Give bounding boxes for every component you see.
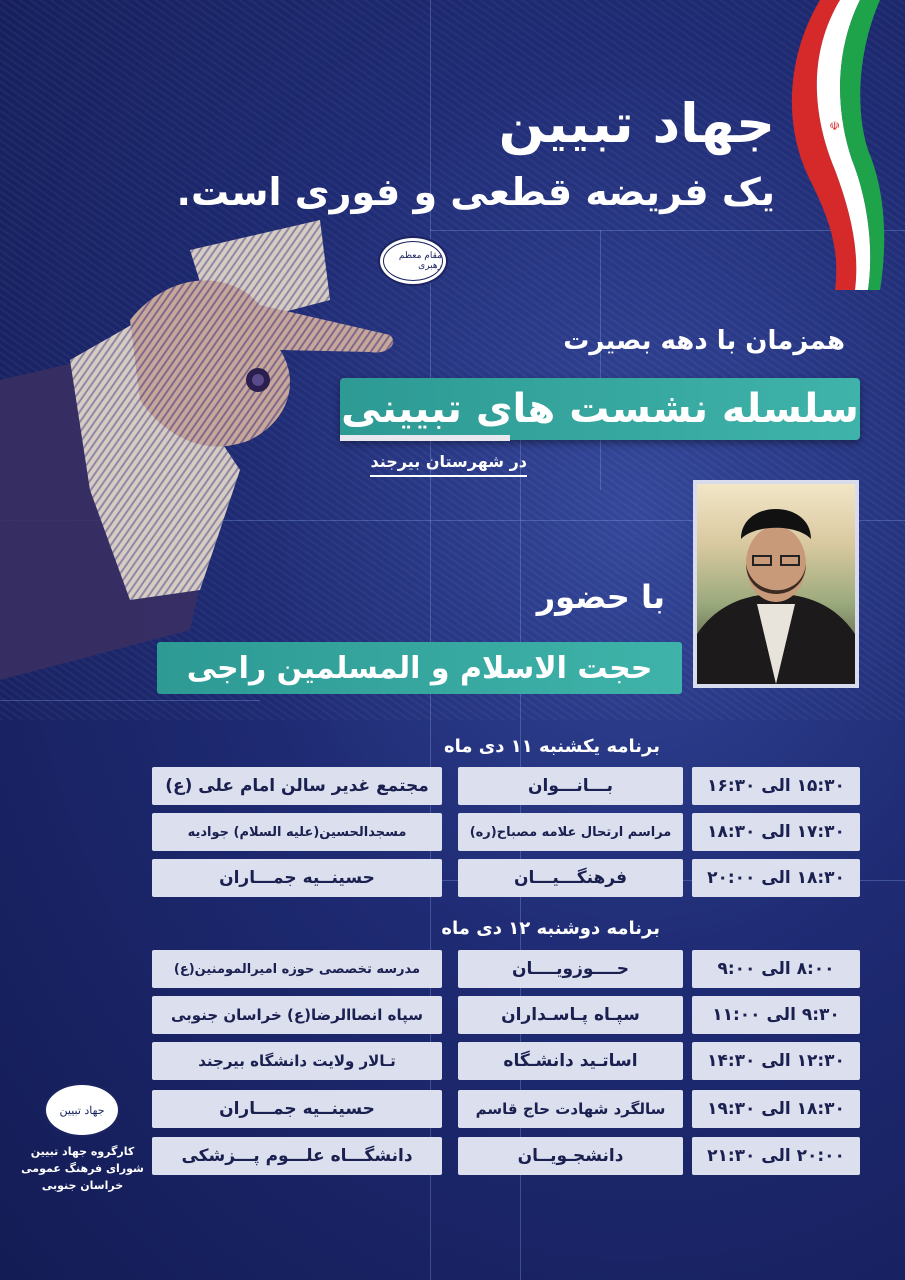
schedule-audience: سپـاه پـاسـداران xyxy=(458,996,683,1034)
day-heading: برنامه دوشنبه ۱۲ دی ماه xyxy=(441,918,660,939)
hand-illustration xyxy=(0,210,420,680)
day-heading: برنامه یکشنبه ۱۱ دی ماه xyxy=(443,736,660,757)
speaker-photo xyxy=(693,480,859,688)
seal-text: مقام معظم رهبری xyxy=(383,241,443,281)
schedule-time: ۸:۰۰ الی ۹:۰۰ xyxy=(692,950,860,988)
seal-logo xyxy=(378,236,448,286)
organization-logo: جهاد تبیین xyxy=(44,1083,120,1137)
schedule-time: ۱۸:۳۰ الی ۲۰:۰۰ xyxy=(692,859,860,897)
schedule-audience: حــــوزویــــان xyxy=(458,950,683,988)
schedule-time: ۱۷:۳۰ الی ۱۸:۳۰ xyxy=(692,813,860,851)
schedule-place: تـالار ولایت دانشگاه بیرجند xyxy=(152,1042,442,1080)
credit-line: کارگروه جهاد تبیین xyxy=(30,1145,135,1158)
schedule-place: دانشگـــاه علـــوم پـــزشکی xyxy=(152,1137,442,1175)
speaker-name-banner: حجت الاسلام و المسلمین راجی xyxy=(157,642,682,694)
speaker-portrait-icon xyxy=(697,484,855,684)
main-subtitle: یک فریضه قطعی و فوری است. xyxy=(176,170,775,214)
schedule-audience: سالگرد شهادت حاج قاسم xyxy=(458,1090,683,1128)
svg-text:☫: ☫ xyxy=(829,119,840,133)
schedule-audience: مراسم ارتحال علامه مصباح(ره) xyxy=(458,813,683,851)
main-title: جهاد تبیین xyxy=(498,92,775,155)
organization-credit xyxy=(20,1143,145,1194)
attendance-label: با حضور xyxy=(536,578,665,616)
schedule-time: ۲۰:۰۰ الی ۲۱:۳۰ xyxy=(692,1137,860,1175)
schedule-time: ۱۲:۳۰ الی ۱۴:۳۰ xyxy=(692,1042,860,1080)
schedule-audience: اساتـید دانشـگاه xyxy=(458,1042,683,1080)
schedule-time: ۱۸:۳۰ الی ۱۹:۳۰ xyxy=(692,1090,860,1128)
schedule-place: مجتمع غدیر سالن امام علی (ع) xyxy=(152,767,442,805)
banner-accent xyxy=(340,435,510,441)
city-text: در شهرستان بیرجند xyxy=(370,452,527,477)
schedule-place: حسینــیه جمـــاران xyxy=(152,859,442,897)
credit-line: خراسان جنوبی xyxy=(41,1179,124,1192)
schedule-place: حسینــیه جمـــاران xyxy=(152,1090,442,1128)
flag-ribbon-icon xyxy=(780,0,890,290)
schedule-place: مسجدالحسین(علیه السلام) جوادیه xyxy=(152,813,442,851)
occasion-text: همزمان با دهه بصیرت xyxy=(563,326,845,356)
series-title-banner: سلسله نشست های تبیینی xyxy=(340,378,860,440)
schedule-place: مدرسه تخصصی حوزه امیرالمومنین(ع) xyxy=(152,950,442,988)
schedule-audience: فرهنگـــیـــان xyxy=(458,859,683,897)
schedule-audience: دانشجـویــان xyxy=(458,1137,683,1175)
credit-line: شورای فرهنگ عمومی xyxy=(21,1162,144,1175)
schedule-place: سپاه انصاالرضا(ع) خراسان جنوبی xyxy=(152,996,442,1034)
schedule-time: ۹:۳۰ الی ۱۱:۰۰ xyxy=(692,996,860,1034)
schedule-audience: بـــانـــوان xyxy=(458,767,683,805)
schedule-time: ۱۵:۳۰ الی ۱۶:۳۰ xyxy=(692,767,860,805)
